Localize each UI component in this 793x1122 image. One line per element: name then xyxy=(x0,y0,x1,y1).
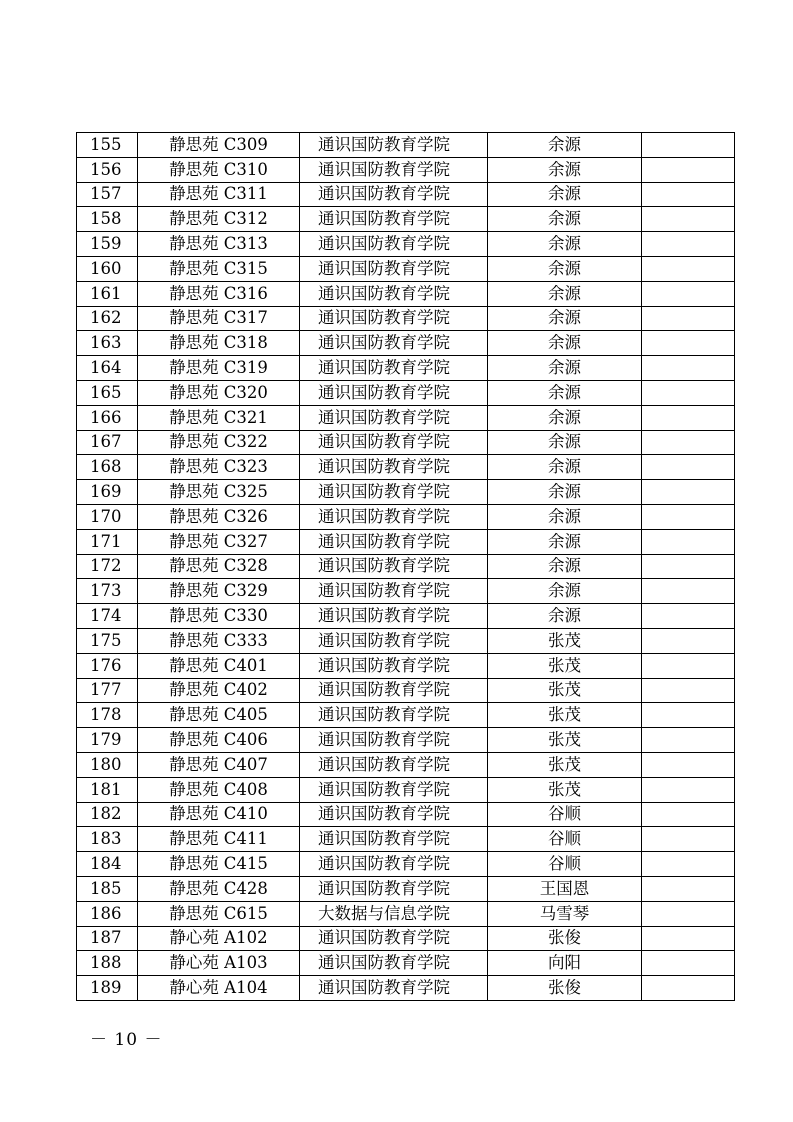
row-number-cell: 180 xyxy=(77,752,138,777)
row-number-cell: 184 xyxy=(77,852,138,877)
note-cell xyxy=(642,356,735,381)
person-cell: 张茂 xyxy=(488,703,642,728)
note-cell xyxy=(642,604,735,629)
table-row xyxy=(77,951,735,976)
room-cell: 静思苑 C326 xyxy=(138,504,300,529)
room-cell: 静思苑 C402 xyxy=(138,678,300,703)
person-cell: 余源 xyxy=(488,356,642,381)
table-row xyxy=(77,455,735,480)
person-cell: 余源 xyxy=(488,331,642,356)
row-number-cell: 177 xyxy=(77,678,138,703)
table-row xyxy=(77,207,735,232)
room-cell: 静思苑 C315 xyxy=(138,256,300,281)
college-cell: 通识国防教育学院 xyxy=(300,157,488,182)
note-cell xyxy=(642,480,735,505)
person-cell: 余源 xyxy=(488,405,642,430)
table-row xyxy=(77,926,735,951)
row-number-cell: 156 xyxy=(77,157,138,182)
room-cell: 静思苑 C322 xyxy=(138,430,300,455)
college-cell: 通识国防教育学院 xyxy=(300,504,488,529)
college-cell: 通识国防教育学院 xyxy=(300,628,488,653)
college-cell: 通识国防教育学院 xyxy=(300,256,488,281)
table-row xyxy=(77,852,735,877)
room-cell: 静思苑 C327 xyxy=(138,529,300,554)
note-cell xyxy=(642,182,735,207)
room-cell: 静思苑 C407 xyxy=(138,752,300,777)
table-row xyxy=(77,653,735,678)
room-cell: 静思苑 C311 xyxy=(138,182,300,207)
room-cell: 静思苑 C408 xyxy=(138,777,300,802)
note-cell xyxy=(642,504,735,529)
person-cell: 张茂 xyxy=(488,777,642,802)
college-cell: 通识国防教育学院 xyxy=(300,306,488,331)
table-row xyxy=(77,901,735,926)
room-cell: 静心苑 A102 xyxy=(138,926,300,951)
note-cell xyxy=(642,951,735,976)
room-cell: 静思苑 C317 xyxy=(138,306,300,331)
row-number-cell: 167 xyxy=(77,430,138,455)
row-number-cell: 176 xyxy=(77,653,138,678)
row-number-cell: 178 xyxy=(77,703,138,728)
table-row xyxy=(77,678,735,703)
note-cell xyxy=(642,653,735,678)
table-row xyxy=(77,480,735,505)
person-cell: 余源 xyxy=(488,480,642,505)
person-cell: 余源 xyxy=(488,554,642,579)
college-cell: 通识国防教育学院 xyxy=(300,455,488,480)
table-row xyxy=(77,504,735,529)
note-cell xyxy=(642,157,735,182)
note-cell xyxy=(642,901,735,926)
person-cell: 谷顺 xyxy=(488,827,642,852)
row-number-cell: 161 xyxy=(77,281,138,306)
table-row xyxy=(77,628,735,653)
note-cell xyxy=(642,331,735,356)
note-cell xyxy=(642,678,735,703)
table-row xyxy=(77,331,735,356)
row-number-cell: 172 xyxy=(77,554,138,579)
room-cell: 静思苑 C310 xyxy=(138,157,300,182)
college-cell: 通识国防教育学院 xyxy=(300,529,488,554)
person-cell: 余源 xyxy=(488,579,642,604)
table-row xyxy=(77,430,735,455)
college-cell: 通识国防教育学院 xyxy=(300,207,488,232)
note-cell xyxy=(642,703,735,728)
row-number-cell: 171 xyxy=(77,529,138,554)
person-cell: 余源 xyxy=(488,133,642,158)
row-number-cell: 168 xyxy=(77,455,138,480)
note-cell xyxy=(642,306,735,331)
note-cell xyxy=(642,207,735,232)
college-cell: 通识国防教育学院 xyxy=(300,331,488,356)
college-cell: 通识国防教育学院 xyxy=(300,827,488,852)
person-cell: 张俊 xyxy=(488,976,642,1001)
person-cell: 张茂 xyxy=(488,628,642,653)
row-number-cell: 165 xyxy=(77,380,138,405)
row-number-cell: 162 xyxy=(77,306,138,331)
table-row xyxy=(77,604,735,629)
note-cell xyxy=(642,455,735,480)
college-cell: 通识国防教育学院 xyxy=(300,480,488,505)
note-cell xyxy=(642,777,735,802)
note-cell xyxy=(642,752,735,777)
room-cell: 静思苑 C405 xyxy=(138,703,300,728)
room-cell: 静思苑 C313 xyxy=(138,232,300,257)
table-row xyxy=(77,728,735,753)
college-cell: 通识国防教育学院 xyxy=(300,653,488,678)
note-cell xyxy=(642,281,735,306)
college-cell: 通识国防教育学院 xyxy=(300,802,488,827)
person-cell: 余源 xyxy=(488,504,642,529)
table-row xyxy=(77,876,735,901)
room-cell: 静思苑 C406 xyxy=(138,728,300,753)
row-number-cell: 183 xyxy=(77,827,138,852)
room-cell: 静思苑 C410 xyxy=(138,802,300,827)
note-cell xyxy=(642,405,735,430)
page-number: － 10 － xyxy=(90,1030,163,1050)
note-cell xyxy=(642,430,735,455)
person-cell: 马雪琴 xyxy=(488,901,642,926)
table-body xyxy=(77,133,735,1001)
college-cell: 通识国防教育学院 xyxy=(300,554,488,579)
note-cell xyxy=(642,554,735,579)
table-row xyxy=(77,827,735,852)
table-row xyxy=(77,182,735,207)
college-cell: 通识国防教育学院 xyxy=(300,678,488,703)
person-cell: 余源 xyxy=(488,182,642,207)
room-cell: 静思苑 C325 xyxy=(138,480,300,505)
row-number-cell: 175 xyxy=(77,628,138,653)
note-cell xyxy=(642,256,735,281)
room-cell: 静思苑 C316 xyxy=(138,281,300,306)
row-number-cell: 186 xyxy=(77,901,138,926)
note-cell xyxy=(642,579,735,604)
row-number-cell: 164 xyxy=(77,356,138,381)
table-row xyxy=(77,802,735,827)
person-cell: 余源 xyxy=(488,380,642,405)
table-row xyxy=(77,380,735,405)
note-cell xyxy=(642,827,735,852)
row-number-cell: 179 xyxy=(77,728,138,753)
note-cell xyxy=(642,628,735,653)
college-cell: 通识国防教育学院 xyxy=(300,356,488,381)
note-cell xyxy=(642,852,735,877)
note-cell xyxy=(642,876,735,901)
college-cell: 通识国防教育学院 xyxy=(300,232,488,257)
room-cell: 静思苑 C415 xyxy=(138,852,300,877)
person-cell: 谷顺 xyxy=(488,852,642,877)
note-cell xyxy=(642,380,735,405)
college-cell: 通识国防教育学院 xyxy=(300,976,488,1001)
college-cell: 通识国防教育学院 xyxy=(300,703,488,728)
row-number-cell: 188 xyxy=(77,951,138,976)
person-cell: 余源 xyxy=(488,157,642,182)
room-cell: 静思苑 C330 xyxy=(138,604,300,629)
room-cell: 静心苑 A103 xyxy=(138,951,300,976)
college-cell: 通识国防教育学院 xyxy=(300,926,488,951)
college-cell: 通识国防教育学院 xyxy=(300,728,488,753)
room-cell: 静思苑 C328 xyxy=(138,554,300,579)
row-number-cell: 163 xyxy=(77,331,138,356)
table-row xyxy=(77,133,735,158)
note-cell xyxy=(642,976,735,1001)
person-cell: 余源 xyxy=(488,232,642,257)
row-number-cell: 155 xyxy=(77,133,138,158)
room-cell: 静思苑 C312 xyxy=(138,207,300,232)
table-row xyxy=(77,529,735,554)
person-cell: 余源 xyxy=(488,455,642,480)
person-cell: 向阳 xyxy=(488,951,642,976)
table-row xyxy=(77,157,735,182)
college-cell: 通识国防教育学院 xyxy=(300,951,488,976)
college-cell: 通识国防教育学院 xyxy=(300,430,488,455)
row-number-cell: 158 xyxy=(77,207,138,232)
room-cell: 静思苑 C323 xyxy=(138,455,300,480)
note-cell xyxy=(642,529,735,554)
note-cell xyxy=(642,802,735,827)
row-number-cell: 187 xyxy=(77,926,138,951)
person-cell: 余源 xyxy=(488,281,642,306)
college-cell: 通识国防教育学院 xyxy=(300,852,488,877)
room-cell: 静思苑 C428 xyxy=(138,876,300,901)
college-cell: 通识国防教育学院 xyxy=(300,281,488,306)
person-cell: 余源 xyxy=(488,207,642,232)
college-cell: 通识国防教育学院 xyxy=(300,604,488,629)
room-cell: 静思苑 C615 xyxy=(138,901,300,926)
row-number-cell: 170 xyxy=(77,504,138,529)
college-cell: 通识国防教育学院 xyxy=(300,876,488,901)
table-row xyxy=(77,405,735,430)
college-cell: 通识国防教育学院 xyxy=(300,380,488,405)
table-row xyxy=(77,752,735,777)
row-number-cell: 159 xyxy=(77,232,138,257)
table-row xyxy=(77,256,735,281)
row-number-cell: 169 xyxy=(77,480,138,505)
room-cell: 静心苑 A104 xyxy=(138,976,300,1001)
row-number-cell: 157 xyxy=(77,182,138,207)
row-number-cell: 174 xyxy=(77,604,138,629)
college-cell: 通识国防教育学院 xyxy=(300,182,488,207)
college-cell: 大数据与信息学院 xyxy=(300,901,488,926)
room-cell: 静思苑 C318 xyxy=(138,331,300,356)
room-cell: 静思苑 C333 xyxy=(138,628,300,653)
note-cell xyxy=(642,926,735,951)
row-number-cell: 173 xyxy=(77,579,138,604)
table-row xyxy=(77,281,735,306)
college-cell: 通识国防教育学院 xyxy=(300,579,488,604)
college-cell: 通识国防教育学院 xyxy=(300,133,488,158)
person-cell: 张茂 xyxy=(488,728,642,753)
table-row xyxy=(77,777,735,802)
row-number-cell: 182 xyxy=(77,802,138,827)
room-cell: 静思苑 C401 xyxy=(138,653,300,678)
college-cell: 通识国防教育学院 xyxy=(300,752,488,777)
person-cell: 余源 xyxy=(488,306,642,331)
person-cell: 余源 xyxy=(488,256,642,281)
room-cell: 静思苑 C321 xyxy=(138,405,300,430)
person-cell: 张茂 xyxy=(488,653,642,678)
person-cell: 张俊 xyxy=(488,926,642,951)
person-cell: 谷顺 xyxy=(488,802,642,827)
table-row xyxy=(77,579,735,604)
table-row xyxy=(77,703,735,728)
table-row xyxy=(77,554,735,579)
row-number-cell: 166 xyxy=(77,405,138,430)
table-row xyxy=(77,356,735,381)
row-number-cell: 189 xyxy=(77,976,138,1001)
room-cell: 静思苑 C329 xyxy=(138,579,300,604)
note-cell xyxy=(642,232,735,257)
room-cell: 静思苑 C319 xyxy=(138,356,300,381)
room-cell: 静思苑 C411 xyxy=(138,827,300,852)
note-cell xyxy=(642,728,735,753)
person-cell: 余源 xyxy=(488,604,642,629)
person-cell: 余源 xyxy=(488,430,642,455)
person-cell: 张茂 xyxy=(488,678,642,703)
row-number-cell: 181 xyxy=(77,777,138,802)
person-cell: 王国恩 xyxy=(488,876,642,901)
row-number-cell: 185 xyxy=(77,876,138,901)
college-cell: 通识国防教育学院 xyxy=(300,777,488,802)
table-row xyxy=(77,232,735,257)
table-row xyxy=(77,306,735,331)
note-cell xyxy=(642,133,735,158)
dormitory-assignment-table xyxy=(76,132,735,1001)
room-cell: 静思苑 C320 xyxy=(138,380,300,405)
person-cell: 余源 xyxy=(488,529,642,554)
table-row xyxy=(77,976,735,1001)
document-table-container xyxy=(76,132,735,1001)
row-number-cell: 160 xyxy=(77,256,138,281)
room-cell: 静思苑 C309 xyxy=(138,133,300,158)
college-cell: 通识国防教育学院 xyxy=(300,405,488,430)
person-cell: 张茂 xyxy=(488,752,642,777)
